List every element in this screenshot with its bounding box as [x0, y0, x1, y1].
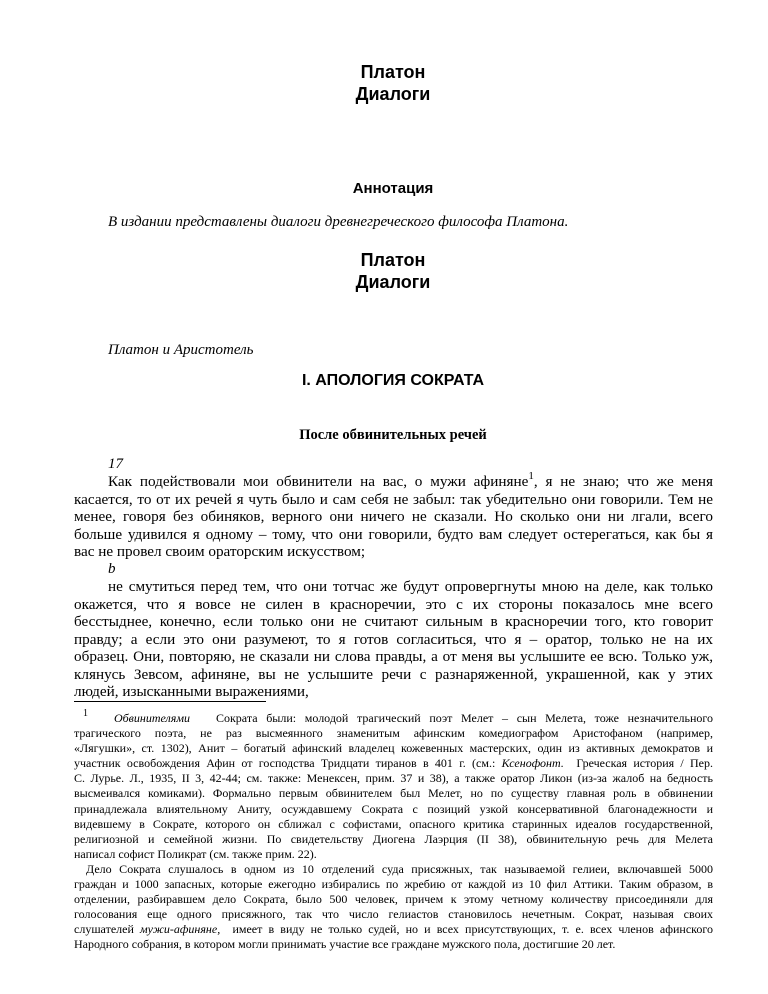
fn-line-8: видевшему в Сократе, которого он сближал с софистами, опасного критика старинных идеалов государственной,	[74, 816, 713, 831]
p2-line-6: клянусь Зевсом, афиняне, вы не услышите речи с разнаряженной, украшенной, как у этих	[74, 665, 713, 683]
p2-line-7: людей, изысканными выражениями,	[74, 683, 309, 700]
annotation-text: В издании представлены диалоги древнегреческого философа Платона.	[108, 214, 569, 230]
second-title: Диалоги	[355, 272, 431, 292]
section-subheading: После обвинительных речей	[299, 427, 487, 443]
fn-p2-line-1: Дело Сократа слушалось в одном из 10 отделений суда присяжных, так называемой гелиеи, включавшей 5000	[86, 861, 713, 876]
p1-line-3: менее, говоря без обиняков, верного они ничего не сказали. Но сколько они ни лгали, всего	[74, 508, 713, 525]
p1-line-2: касается, то от их речей я чуть было и сам себя не забыл: так убедительно они говорили. Тем не	[74, 490, 713, 508]
second-author: Платон	[360, 250, 426, 270]
fn-line-7: принадлежала влиятельному Аниту, осуждавшему Сократа с позиций узкой консервативной благонадежности и	[74, 801, 713, 816]
fn-p2-line-4: голосования еще одного присяжного, так что число гелиастов становилось нечетным. Сократ, называя своих	[74, 907, 713, 922]
p1-line-1: Как подействовали мои обвинители на вас, о мужи афиняне$^1$, я не знаю; что же меня	[108, 470, 713, 490]
p2-line-4: правду; а если это они разумеют, то я готов согласиться, что я – оратор, только не на их	[74, 630, 713, 648]
fn-p2-line-5: слушателей мужи-афиняне, имеет в виду не только судей, но и всех присутствующих, т. е. всех членов афинского	[74, 922, 713, 937]
stephanus-marker-17: 17	[108, 456, 123, 472]
p2-line-2: окажется, что я вовсе не силен в красноречии, это с их стороны показалось мне всего	[74, 595, 713, 613]
paragraph-2	[74, 578, 713, 701]
fn-p2-line-3: отделении, разбиравшем дело Сократа, было 500 человек, причем к этому четному количеству присоединяли для	[74, 892, 713, 907]
footnote-ref-1[interactable]: 1	[528, 470, 534, 482]
fn-line-4: участник освобождения Афин от господства Тридцати тиранов в 401 г. (см.: Ксенофонт. Греческая история / Пер.	[74, 756, 714, 771]
paragraph-1	[74, 470, 713, 561]
footnote-1	[74, 708, 714, 953]
fn-line-2: трагического поэта, не раз высмеянного знаменитым афинским комедиографом Аристофаном (например,	[74, 726, 713, 741]
book-title: Диалоги	[355, 84, 431, 104]
fn-line-3: «Лягушки», ст. 1302), Анит – богатый афинский владелец кожевенных мастерских, один из активных демократов и	[74, 741, 713, 756]
p1-line-4: больше удивился я одному – тому, что они говорили, будто вам следует остерегаться, как бы я	[74, 525, 713, 543]
fn-p2-line-2: граждан и 1000 запасных, которые ежегодно избирались по жребию от каждой из 10 фил Аттики. Таким образом, в	[74, 877, 713, 892]
book-author: Платон	[360, 62, 426, 82]
fn-line-5: С. Лурье. Л., 1935, II 3, 42-44; см. также: Менексен, прим. 37 и 38), а также оратор Ликон (из-за жалоб на бедность	[74, 771, 713, 786]
annotation-heading: Аннотация	[352, 180, 434, 197]
fn-line-6: высмеивался комиками). Формально первым обвинителем был Мелет, но по существу главная роль в обвинении	[74, 786, 713, 801]
p2-line-1: не смутиться перед тем, что они тотчас же будут опровергнуты мною на деле, как только	[108, 578, 713, 595]
p2-line-3: бесстыднее, конечно, если только они не считают сильным в красноречии того, кто говорит	[74, 613, 713, 630]
section-heading: I. АПОЛОГИЯ СОКРАТА	[301, 372, 485, 389]
footnote-separator	[74, 701, 266, 702]
epigraph: Платон и Аристотель	[108, 342, 254, 358]
fn-line-9: религиозной и семейной жизни. По свидетельству Диогена Лаэрция (II 38), обвинительную речь для Мелета	[74, 831, 713, 846]
fn-line-10: написал софист Поликрат (см. также прим. 22).	[74, 846, 317, 861]
footnote-number: 1	[83, 708, 88, 719]
fn-line-1: $^1$ Обвинителями Сократа были: молодой трагический поэт Мелет – сын Мелета, тоже незначительного	[83, 708, 714, 725]
p2-line-5: образец. Они, повторяю, не сказали ни слова правды, а от меня вы услышите ее всю. Только уж,	[74, 648, 713, 665]
p1-line-5: вас не провел своим ораторским искусством;	[74, 543, 366, 560]
fn-p2-line-6: Народного собрания, в котором могли принимать участие все граждане мужского пола, достигшие 20 лет.	[74, 937, 616, 952]
stephanus-marker-b: b	[108, 561, 116, 577]
